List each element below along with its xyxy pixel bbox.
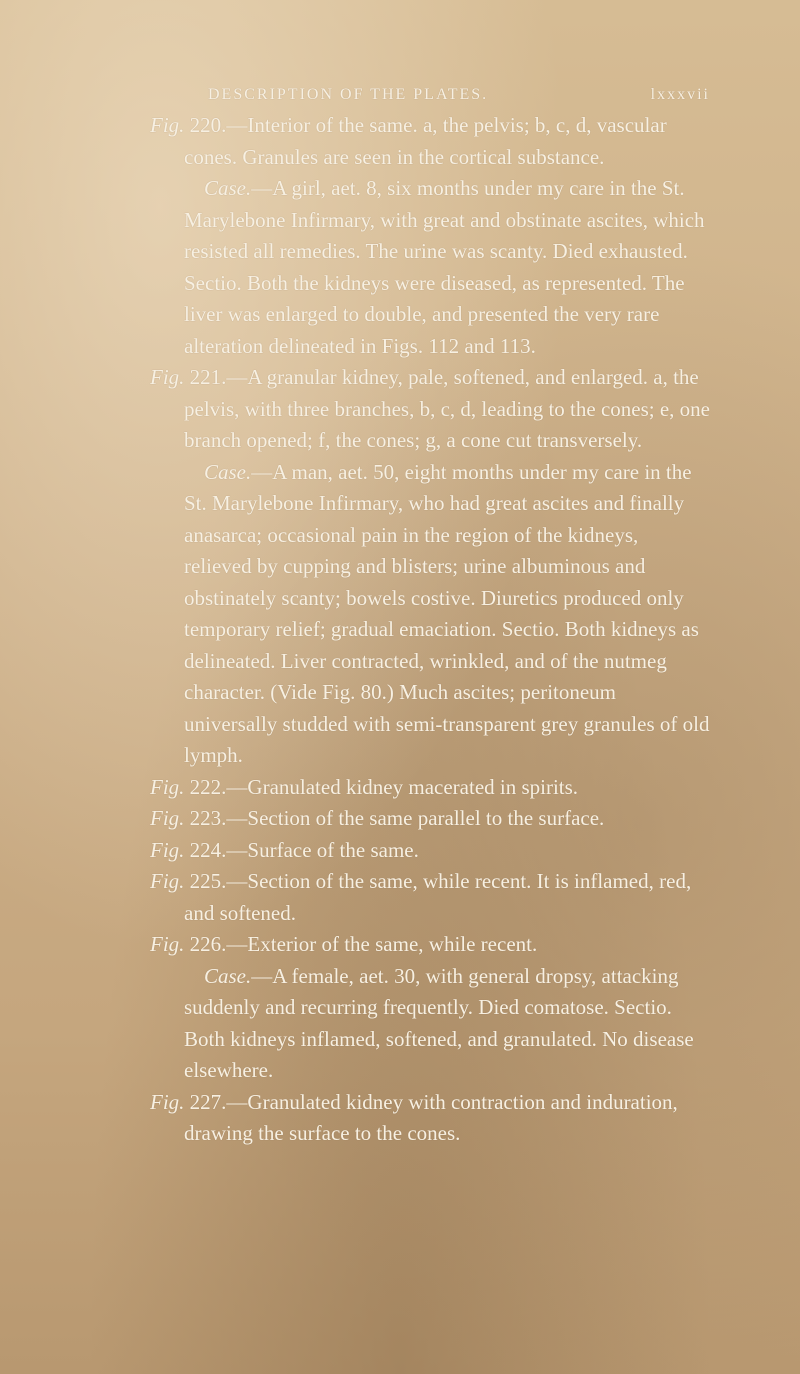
entry-text: 221.—A granular kidney, pale, softened, and enlarged. a, the pelvis, with three branches, b, c, d, leading to the cones; e, one branch opened; f, the cones; g, a cone cut transversely. bbox=[184, 365, 711, 452]
figure-caption bbox=[150, 772, 710, 804]
entry-text: 223.—Section of the same parallel to the surface. bbox=[189, 806, 605, 830]
entry-lead: Fig. bbox=[150, 837, 185, 862]
figure-caption bbox=[150, 110, 710, 173]
entry-lead: Fig. bbox=[150, 932, 185, 956]
case-note bbox=[150, 457, 710, 772]
entry-text: 220.—Interior of the same. a, the pelvis; b, c, d, vascular cones. Granules are seen in the cortical substance. bbox=[184, 113, 667, 169]
figure-caption bbox=[150, 835, 710, 867]
running-head bbox=[208, 86, 710, 104]
case-note bbox=[150, 173, 710, 362]
entry-lead: Fig. bbox=[150, 869, 185, 893]
figure-caption bbox=[150, 866, 710, 929]
entry-lead: Case. bbox=[204, 176, 252, 200]
case-note bbox=[150, 961, 710, 1087]
entry-text: 226.—Exterior of the same, while recent. bbox=[189, 932, 538, 956]
entry-text: —A female, aet. 30, with general dropsy, attacking suddenly and recurring frequently. Died comatose. Sectio. Both kidneys inflamed, softened, and granulated. No disease elsewhere. bbox=[184, 963, 694, 1082]
page-number: lxxxvii bbox=[650, 86, 710, 103]
figure-caption bbox=[150, 803, 710, 835]
entry-text: 225.—Section of the same, while recent. It is inflamed, red, and softened. bbox=[184, 869, 692, 925]
entry-lead: Fig. bbox=[150, 806, 185, 830]
running-head-title: DESCRIPTION OF THE PLATES. bbox=[208, 86, 489, 103]
entry-lead: Case. bbox=[204, 963, 252, 988]
text-block bbox=[150, 86, 710, 1150]
entry-lead: Fig. bbox=[150, 113, 185, 137]
entry-lead: Fig. bbox=[150, 774, 185, 799]
figure-caption bbox=[150, 1087, 710, 1150]
entry-text: 227.—Granulated kidney with contraction and induration, drawing the surface to the cones. bbox=[184, 1089, 678, 1145]
figure-caption bbox=[150, 929, 710, 961]
entry-lead: Fig. bbox=[150, 1089, 185, 1114]
entry-lead: Fig. bbox=[150, 365, 185, 389]
figure-caption bbox=[150, 362, 710, 457]
entry-text: —A girl, aet. 8, six months under my care in the St. Marylebone Infirmary, with great and obstinate ascites, which resisted all remedies. The urine was scanty. Died exhausted. Sectio. Both the kidneys were diseased, as represented. The liver was enlarged to double, and presented the very rare alteration delineated in Figs. 112 and 113. bbox=[184, 176, 705, 358]
entry-text: 222.—Granulated kidney macerated in spirits. bbox=[189, 774, 579, 799]
entry-text: 224.—Surface of the same. bbox=[189, 837, 419, 862]
entry-text: —A man, aet. 50, eight months under my care in the St. Marylebone Infirmary, who had great ascites and finally anasarca; occasional pain in the region of the kidneys, relieved by cupping and blisters; urine albuminous and obstinately scanty; bowels costive. Diuretics produced only temporary relief; gradual emaciation. Sectio. Both kidneys as delineated. Liver contracted, wrinkled, and of the nutmeg character. (Vide Fig. 80.) Much ascites; peritoneum universally studded with semi-transparent grey granules of old lymph. bbox=[184, 459, 710, 767]
entry-lead: Case. bbox=[204, 459, 252, 484]
